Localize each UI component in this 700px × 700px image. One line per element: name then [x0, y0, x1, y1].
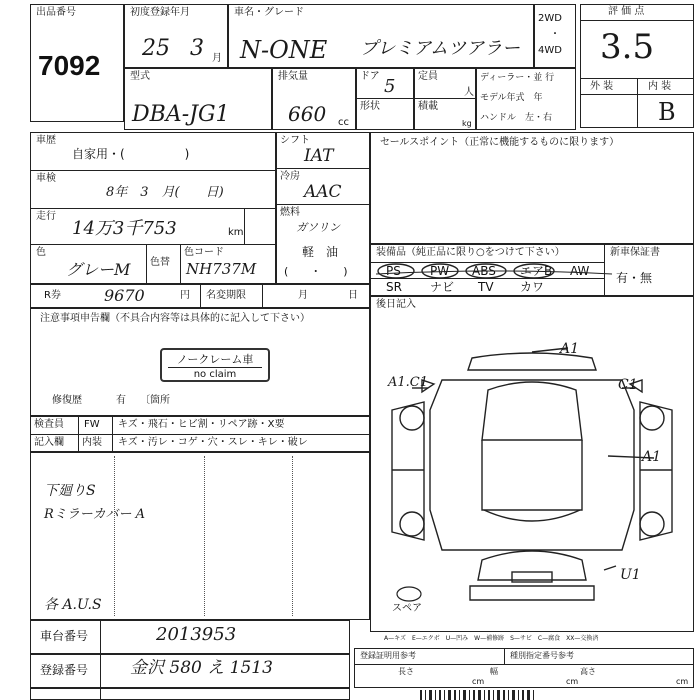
shift-row-2 — [276, 204, 370, 205]
score-value: 3.5 — [600, 27, 655, 67]
capacity-label: 定員 — [418, 71, 438, 82]
handle-label: ハンドル 左・右 — [480, 113, 553, 123]
inspection-row — [30, 434, 370, 435]
stamp-divider — [168, 367, 262, 368]
cert-label-2: 種別指定番号参考 — [510, 651, 574, 660]
fuel-paren: ( ・ ) — [284, 265, 348, 278]
equip-abs: ABS — [472, 264, 496, 278]
reg-value: 金沢 580 え 1513 — [130, 658, 273, 678]
noclaim-en: no claim — [193, 369, 237, 380]
cc-unit: cc — [338, 117, 349, 128]
repair-place: 〔箇所 — [140, 395, 170, 406]
inspector-notes-box — [30, 452, 370, 620]
first-reg-year: 25 — [142, 36, 170, 61]
name-label: 車名・グレード — [234, 7, 304, 18]
length-cm: cm — [472, 677, 485, 686]
chassis-value: 2013953 — [156, 624, 237, 645]
fuel-value: ガソリン — [296, 221, 340, 234]
shift-value: IAT — [304, 146, 334, 166]
spare-tire-icon — [394, 584, 424, 604]
reg-label: 登録番号 — [40, 663, 89, 677]
recycle-label: R券 — [44, 290, 61, 301]
sales-label: セールスポイント（正常に機能するものに限ります） — [380, 137, 620, 148]
after-label: 後日記入 — [376, 299, 416, 310]
equip-airbag: エアB — [520, 264, 553, 278]
width-label: 幅 — [490, 667, 498, 676]
recycle-day: 日 — [348, 290, 358, 301]
first-reg-month: 3 — [190, 36, 204, 61]
interior-grade: B — [658, 98, 676, 126]
score-divider — [580, 20, 694, 21]
mark-u1-rear: U1 — [620, 567, 641, 583]
entry-label: 記入欄 — [34, 437, 64, 448]
sales-point-box — [370, 132, 694, 244]
fuel-label: 燃料 — [280, 207, 300, 218]
note-various: 各 A.U.S — [44, 597, 102, 613]
shape-label: 形状 — [360, 101, 380, 112]
height-cm: cm — [676, 677, 689, 686]
mark-a1-top: A1 — [560, 341, 580, 357]
fw-label: FW — [84, 419, 100, 430]
repair-value: 有 — [116, 395, 126, 406]
name-change-label: 名変期限 — [206, 290, 246, 301]
color-label: 色 — [36, 247, 46, 258]
exterior-codes: キズ・飛石・ヒビ割・リペア跡・X要 — [118, 419, 285, 430]
warranty-label: 新車保証書 — [610, 247, 660, 258]
color-value: グレーM — [66, 260, 131, 279]
exterior-label: 外 装 — [590, 81, 614, 92]
colorcode-label: 色コード — [184, 247, 224, 258]
equip-navi: ナビ — [430, 280, 455, 294]
first-reg-label: 初度登録年月 — [130, 7, 190, 18]
inspection-col-1 — [78, 416, 79, 452]
history-row-3 — [30, 244, 276, 245]
cert-label: 登録証明用参考 — [360, 651, 416, 660]
barcode-strip — [420, 690, 540, 700]
notes-grid-2 — [204, 456, 205, 616]
interior-codes-label: 内装 — [82, 437, 102, 448]
displacement-value: 660 — [288, 102, 327, 126]
score-vertical — [637, 78, 638, 128]
height-label: 高さ — [580, 667, 596, 676]
model-label: 型式 — [130, 71, 150, 82]
equip-ps: PS — [386, 264, 401, 278]
equip-tv: TV — [478, 280, 494, 294]
warranty-value: 有・無 — [616, 271, 653, 285]
lot-number: 7092 — [38, 50, 101, 81]
interior-codes: キズ・汚レ・コゲ・穴・スレ・キレ・破レ — [118, 437, 308, 448]
fuel-diesel: 軽 油 — [302, 245, 339, 259]
footer-strip — [30, 688, 350, 700]
drive-2wd: 2WD — [538, 13, 562, 24]
width-cm: cm — [566, 677, 579, 686]
colorcode-divider — [180, 244, 181, 284]
mileage-label: 走行 — [36, 211, 56, 222]
equipment-label: 装備品（純正品に限り○をつけて下さい） — [376, 247, 565, 258]
grade: プレミアムツアラー — [360, 38, 521, 59]
km-unit: km — [228, 227, 244, 238]
car-name: N-ONE — [240, 36, 328, 64]
recycle-divider — [200, 284, 201, 308]
length-label: 長さ — [398, 667, 414, 676]
kg-unit: kg — [462, 119, 472, 128]
displacement-label: 排気量 — [278, 71, 308, 82]
load-label: 積載 — [418, 101, 438, 112]
history-row-2 — [30, 208, 276, 209]
inspection-col-2 — [112, 416, 113, 452]
equip-sr: SR — [386, 280, 402, 294]
chassis-label: 車台番号 — [40, 629, 89, 643]
noclaim-jp: ノークレーム車 — [176, 353, 254, 366]
shift-row-1 — [276, 168, 370, 169]
no-claim-stamp — [160, 348, 270, 382]
colorchange-label: 色替 — [150, 257, 170, 268]
shaken-value: 8年 3 月( 日) — [106, 185, 224, 200]
colorcode-value: NH737M — [186, 260, 257, 278]
color-divider — [146, 244, 147, 284]
report-label: 注意事項申告欄（不具合内容等は具体的に記入して下さい） — [40, 313, 310, 324]
equip-aw: AW — [570, 264, 590, 278]
damage-legend: A—キズ E—エクボ U—凹み W—補修跡 S—サビ C—腐食 XX—交換済 — [384, 635, 599, 642]
mark-c1-right: C1 — [618, 377, 638, 393]
history-row-1 — [30, 170, 276, 171]
mileage-value: 14万3千753 — [72, 218, 177, 239]
note-mirror: Rミラーカバー A — [44, 507, 146, 522]
notes-grid-3 — [292, 456, 293, 616]
equip-pw: PW — [430, 264, 450, 278]
month-unit: 月 — [212, 53, 222, 64]
car-diagram — [372, 310, 692, 630]
inspector-label: 検査員 — [34, 419, 64, 430]
shift-label: シフト — [280, 135, 310, 146]
note-underbody: 下廻りS — [44, 483, 96, 499]
notes-grid-1 — [114, 456, 115, 616]
model-year-label: モデル年式 年 — [480, 93, 543, 103]
cert-mid — [354, 664, 694, 665]
yen-unit: 円 — [180, 290, 190, 301]
person-unit: 人 — [464, 87, 474, 98]
doors-label: ドア — [360, 71, 380, 82]
drive-dot: ・ — [550, 29, 560, 40]
history-label: 車歴 — [36, 135, 56, 146]
drive-4wd: 4WD — [538, 45, 562, 56]
km-divider — [244, 208, 245, 244]
recycle-divider-2 — [262, 284, 263, 308]
mark-a1c1-left: A1.C1 — [388, 375, 429, 390]
model-value: DBA-JG1 — [132, 102, 230, 127]
repair-label: 修復歴 — [52, 395, 82, 406]
interior-label: 内 装 — [648, 81, 672, 92]
score-label: 評 価 点 — [608, 6, 645, 17]
history-value: 自家用・( ) — [72, 147, 190, 161]
equip-leather: カワ — [520, 280, 545, 294]
recycle-value: 9670 — [104, 286, 145, 305]
aircon-value: AAC — [304, 182, 342, 202]
aircon-label: 冷房 — [280, 171, 300, 182]
shaken-label: 車検 — [36, 173, 56, 184]
dealer-label: ディーラー・並 行 — [480, 73, 555, 83]
doors-value: 5 — [384, 76, 396, 97]
equipment-circles — [374, 262, 614, 282]
spare-label: スペア — [392, 603, 422, 614]
recycle-month: 月 — [298, 290, 308, 301]
lot-label: 出品番号 — [36, 7, 76, 18]
cert-split — [504, 648, 505, 664]
mark-a1-right: A1 — [642, 449, 662, 465]
